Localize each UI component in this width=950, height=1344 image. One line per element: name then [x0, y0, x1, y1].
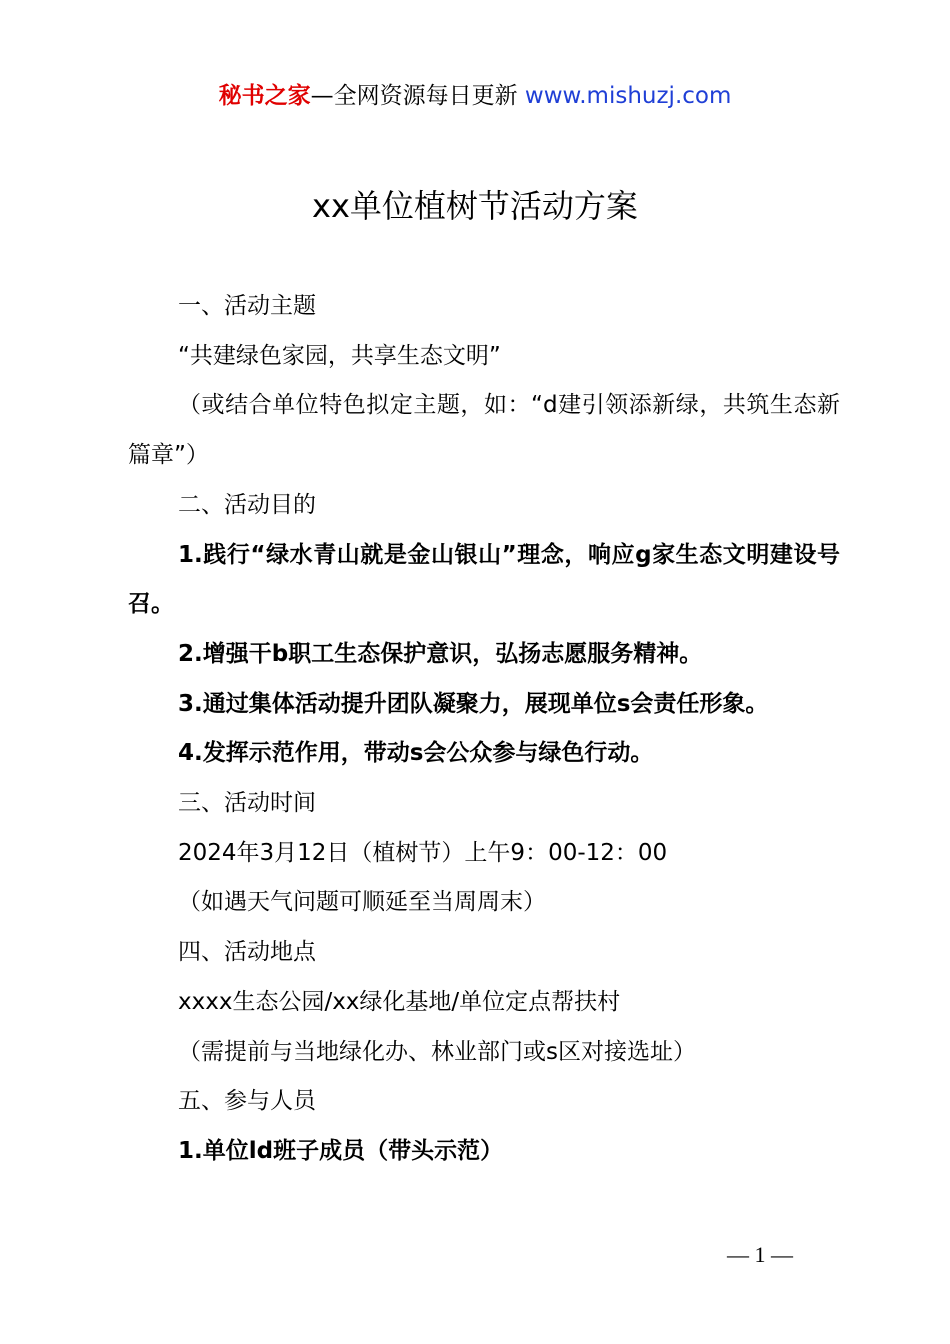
section-2-heading: 二、活动目的	[178, 491, 316, 518]
section-1-heading: 一、活动主题	[178, 293, 316, 319]
section-2-item-4: 4.发挥示范作用，带动s会公众参与绿色行动。	[178, 740, 654, 767]
page-number: — 1 —	[727, 1242, 793, 1267]
section-3-heading: 三、活动时间	[178, 790, 316, 817]
section-3-note: （如遇天气问题可顺延至当周周末）	[178, 889, 546, 916]
section-2-item-3: 3.通过集体活动提升团队凝聚力，展现单位s会责任形象。	[178, 690, 769, 717]
section-1-alt-theme: （或结合单位特色拟定主题，如：“d建引领添新绿，共筑生态新篇章”）	[128, 392, 840, 469]
section-2-item-1: 1.践行“绿水青山就是金山银山”理念，响应g家生态文明建设号召。	[128, 541, 840, 618]
section-5-item-1: 1.单位ld班子成员（带头示范）	[178, 1137, 504, 1164]
section-2-item-2: 2.增强干b职工生态保护意识，弘扬志愿服务精神。	[178, 640, 703, 667]
section-4-place: xxxx生态公园/xx绿化基地/单位定点帮扶村	[178, 988, 621, 1015]
section-4-heading: 四、活动地点	[178, 939, 316, 966]
section-1-theme: “共建绿色家园，共享生态文明”	[178, 342, 501, 369]
section-3-time: 2024年3月12日（植树节）上午9：00-12：00	[178, 839, 668, 866]
section-5-heading: 五、参与人员	[178, 1088, 316, 1115]
header-brand: 秘书之家	[218, 83, 311, 109]
document-body	[128, 282, 840, 1177]
section-4-note: （需提前与当地绿化办、林业部门或s区对接选址）	[178, 1038, 696, 1065]
document-title: xx单位植树节活动方案	[312, 187, 638, 225]
header-slogan: —全网资源每日更新	[310, 83, 518, 109]
header-site-url[interactable]: www.mishuzj.com	[524, 83, 732, 109]
site-header	[0, 80, 950, 112]
